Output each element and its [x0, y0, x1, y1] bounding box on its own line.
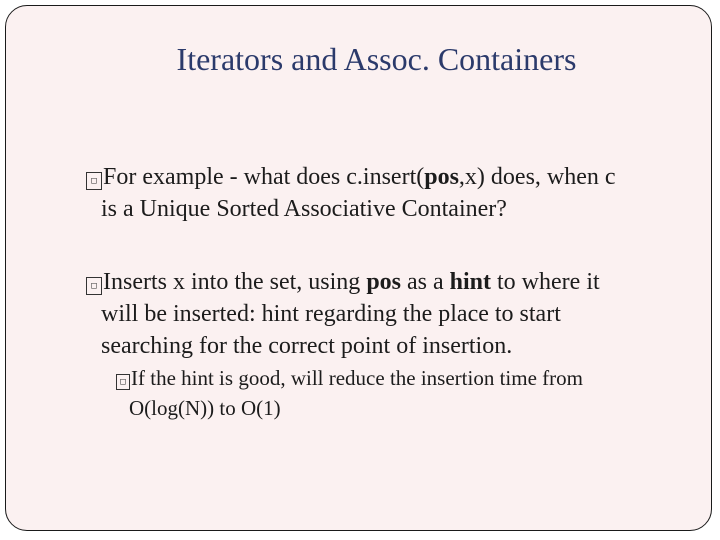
text-run: to where it — [491, 269, 600, 295]
text-run: For example - what does c.insert( — [103, 164, 425, 190]
text-run: If the hint is good, will reduce the insertion time from — [131, 366, 583, 390]
slide-title: Iterators and Assoc. Containers — [176, 41, 577, 77]
bullet-1-line-1 — [86, 161, 686, 193]
bullet-2-line-1 — [86, 266, 686, 298]
bullet-marker-icon: □ — [86, 172, 102, 190]
sub-bullet-1 — [116, 363, 676, 423]
text-run: as a — [401, 269, 450, 295]
text-run: ,x) does, when c — [458, 164, 616, 190]
bold-text-run: pos — [424, 164, 459, 190]
text-run: Inserts x into the set, using — [103, 269, 367, 295]
bullet-marker-icon: □ — [86, 277, 102, 295]
bullet-2-line-2: will be inserted: hint regarding the place to start — [101, 301, 561, 327]
bullet-marker-icon: □ — [116, 374, 130, 390]
bullet-2-line-3: searching for the correct point of insertion. — [101, 333, 513, 359]
slide-frame — [5, 5, 712, 531]
bullet-1 — [86, 161, 686, 225]
bullet-2 — [86, 266, 686, 362]
bold-text-run: hint — [449, 269, 492, 295]
sub-bullet-1-line-2: O(log(N)) to O(1) — [129, 396, 281, 420]
bullet-1-line-2: is a Unique Sorted Associative Container? — [101, 196, 507, 222]
sub-bullet-1-line-1 — [116, 363, 676, 393]
bold-text-run: pos — [366, 269, 401, 295]
